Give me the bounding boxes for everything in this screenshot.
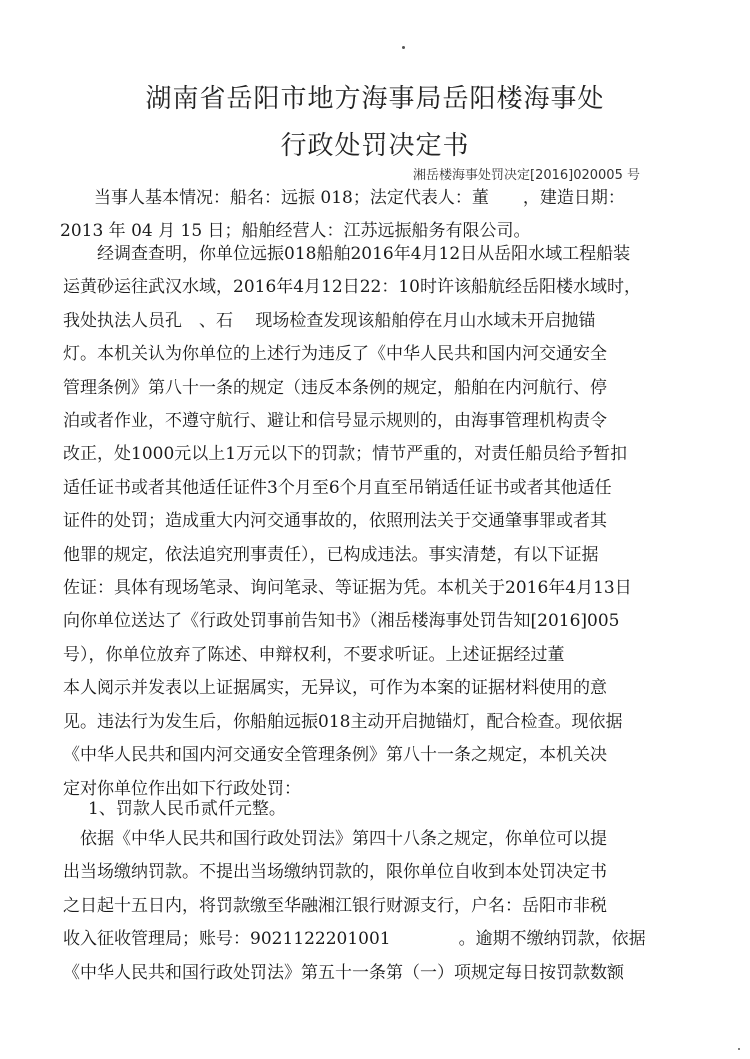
text-line: 收入征收管理局；账号：9021122201001 。逾期不缴纳罚款，依据 [63, 929, 646, 950]
text-line: 证件的处罚；造成重大内河交通事故的，依照刑法关于交通肇事罪或者其 [63, 511, 607, 532]
text-line: 佐证：具体有现场笔录、询问笔录、等证据为凭。本机关于2016年4月13日 [63, 578, 632, 599]
text-line: 本人阅示并发表以上证据属实，无异议，可作为本案的证据材料使用的意 [63, 678, 607, 699]
text-line: 他罪的规定，依法追究刑事责任），已构成违法。事实清楚，有以下证据 [63, 544, 599, 565]
text-line: 《中华人民共和国行政处罚法》第五十一条第（一）项规定每日按罚款数额 [63, 962, 624, 983]
text-line: 向你单位送达了《行政处罚事前告知书》（湘岳楼海事处罚告知[2016]005 [63, 611, 620, 632]
facts-paragraph [63, 238, 703, 806]
text-line: 当事人基本情况：船名：远振 018；法定代表人：董 ，建造日期： [60, 188, 625, 208]
penalty-item [88, 793, 728, 826]
text-line: 管理条例》第八十一条的规定（违反本条例的规定，船舶在内河航行、停 [63, 377, 607, 398]
text-line: 泊或者作业，不遵守航行、避让和信号显示规则的，由海事管理机构责令 [63, 411, 607, 432]
text-line: 适任证书或者其他适任证件3个月至6个月直至吊销适任证书或者其他适任 [63, 477, 612, 498]
text-line: 号），你单位放弃了陈述、申辩权利，不要求听证。上述证据经过董 [63, 644, 565, 665]
text-line: 依据《中华人民共和国行政处罚法》第四十八条之规定，你单位可以提 [63, 829, 607, 849]
text-line: 定对你单位作出如下行政处罚： [63, 778, 301, 799]
text-line: 我处执法人员孔 、石 现场检查发现该船舶停在月山水域未开启抛锚 [63, 310, 596, 331]
text-line: 改正，处1000元以上1万元以下的罚款；情节严重的，对责任船员给予暂扣 [63, 444, 628, 465]
text-line: 灯。本机关认为你单位的上述行为违反了《中华人民共和国内河交通安全 [63, 344, 607, 365]
payment-paragraph [63, 823, 703, 990]
scan-speck [402, 46, 405, 49]
text-line: 出当场缴纳罚款。不提出当场缴纳罚款的，限你单位自收到本处罚决定书 [63, 862, 607, 883]
document-title-authority: 湖南省岳阳市地方海事局岳阳楼海事处 [145, 84, 605, 114]
text-line: 1、罚款人民币贰仟元整。 [88, 799, 286, 819]
text-line: 见。违法行为发生后，你船舶远振018主动开启抛锚灯，配合检查。现依据 [63, 711, 623, 732]
text-line: 运黄砂运往武汉水域，2016年4月12日22：10时许该船航经岳阳楼水域时， [63, 277, 641, 298]
text-line: 之日起十五日内，将罚款缴至华融湘江银行财源支行，户名：岳阳市非税 [63, 895, 607, 916]
document-number: 湘岳楼海事处罚决定[2016]020005 号 [413, 168, 640, 183]
scan-speck [738, 1048, 740, 1050]
document-title: 行政处罚决定书 [280, 131, 470, 161]
text-line: 经调查查明，你单位远振018船舶2016年4月12日从岳阳水域工程船装 [63, 244, 631, 264]
text-line: 《中华人民共和国内河交通安全管理条例》第八十一条之规定，本机关决 [63, 745, 607, 766]
text-line: 2013 年 04 月 15 日；船舶经营人：江苏远振船务有限公司。 [60, 221, 531, 242]
